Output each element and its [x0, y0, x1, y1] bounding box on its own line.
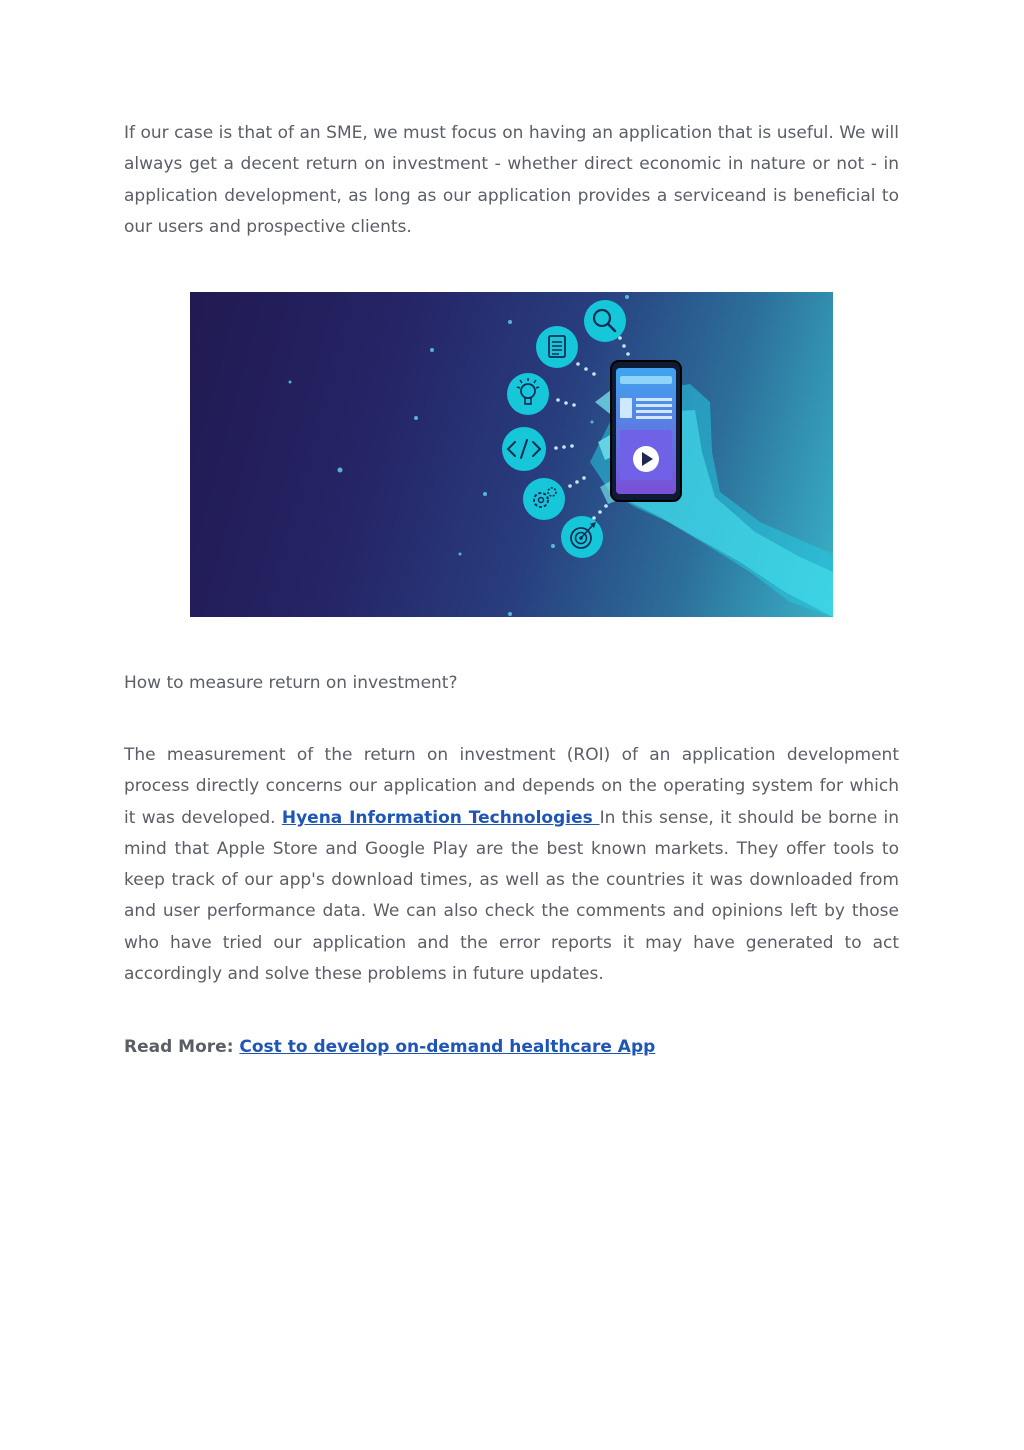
illustration-svg	[190, 292, 833, 617]
section-heading: How to measure return on investment?	[124, 673, 458, 693]
app-development-illustration	[190, 292, 833, 617]
gear-icon	[523, 478, 565, 520]
target-icon	[561, 516, 603, 558]
read-more-label: Read More:	[124, 1037, 240, 1057]
read-more	[124, 1032, 899, 1063]
hyena-link[interactable]: Hyena Information Technologies	[281, 807, 600, 828]
roi-paragraph	[124, 740, 899, 990]
document-icon	[536, 326, 578, 368]
lightbulb-icon	[507, 373, 549, 415]
roi-text-start: The measurement of the return on investment (ROI) of an application development process directly concerns our application and depends on the operating system for which it was developed.	[124, 745, 899, 828]
code-icon	[502, 427, 546, 471]
document-page	[124, 118, 899, 1057]
search-icon	[584, 300, 626, 342]
phone-illustration	[611, 361, 681, 501]
intro-paragraph: If our case is that of an SME, we must focus on having an application that is useful. We will always get a decent return on investment - whether direct economic in nature or not - in application development, as long as our application provides a serviceand is beneficial to our users and prospective clients.	[124, 123, 899, 237]
roi-text-end: In this sense, it should be borne in mind that Apple Store and Google Play are the best known markets. They offer tools to keep track of our app's download times, as well as the countries it was downloaded from and user performance data. We can also check the comments and opinions left by those who have tried our application and the error reports it may have generated to act accordingly and solve these problems in future updates.	[124, 807, 899, 985]
read-more-link[interactable]: Cost to develop on-demand healthcare App	[239, 1037, 656, 1057]
